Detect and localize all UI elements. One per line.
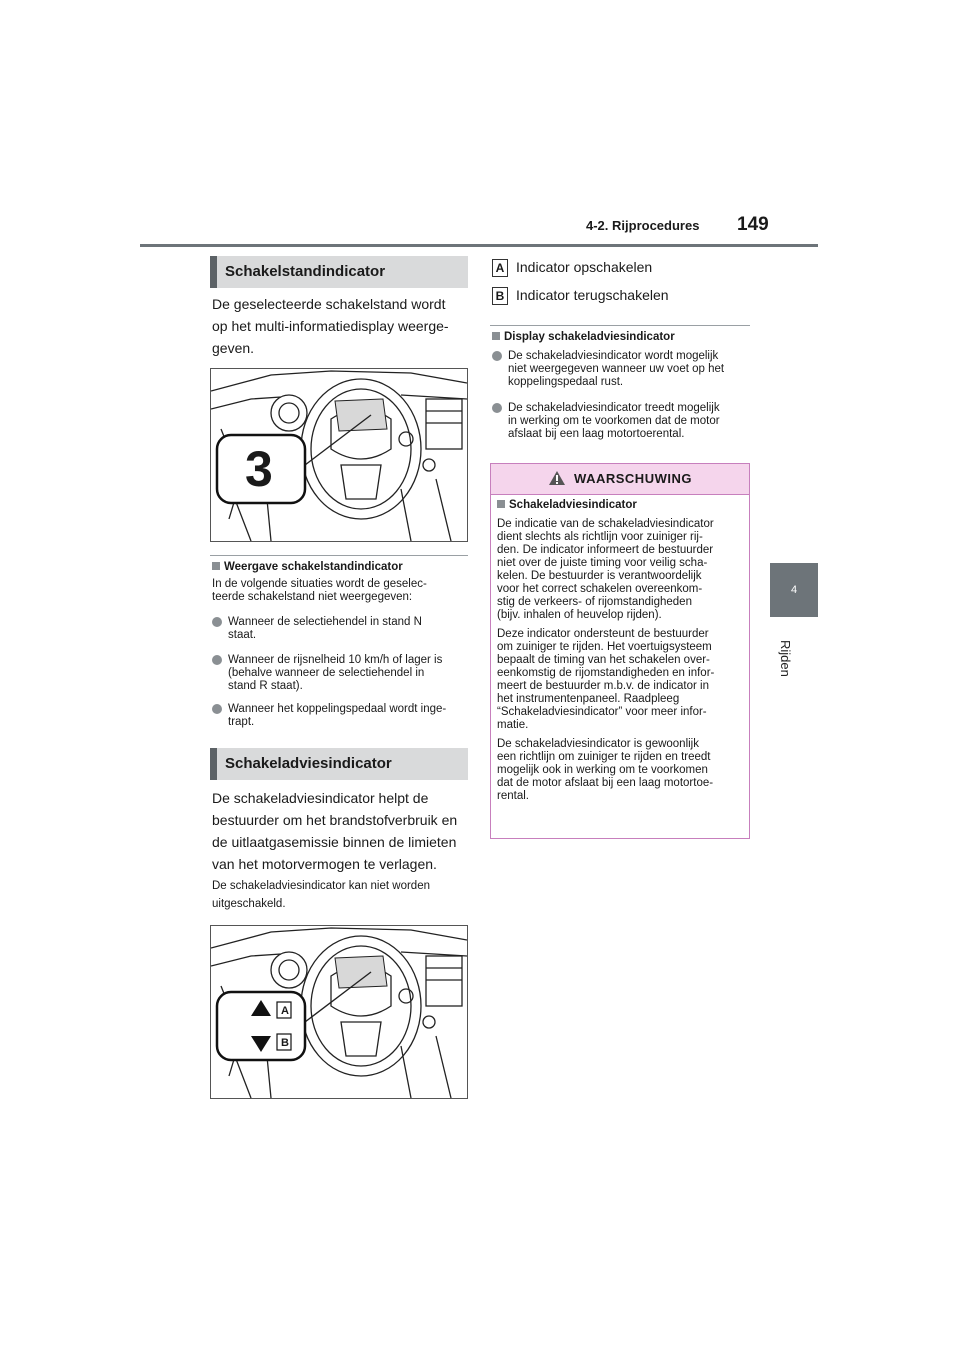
section1-sub-intro: In de volgende situaties wordt de geselec- teerde schakelstand niet weergegeven: <box>212 578 427 603</box>
list-item: Wanneer de selectiehendel in stand N staat. <box>212 616 472 642</box>
header-rule <box>140 244 818 247</box>
section-heading-schakelstandindicator: Schakelstandindicator <box>210 256 468 288</box>
warning-box <box>490 463 750 839</box>
square-bullet-icon <box>497 500 505 508</box>
divider <box>490 325 750 326</box>
bullet-icon <box>212 655 222 665</box>
bullet-icon <box>492 351 502 361</box>
text-line: geven. <box>212 340 255 356</box>
warning-triangle-icon <box>548 470 566 486</box>
square-bullet-icon <box>212 562 220 570</box>
warning-title: WAARSCHUWING <box>574 471 692 486</box>
subheading-display: Display schakeladviesindicator <box>492 331 675 344</box>
dashboard-illustration-shift-advice <box>210 925 468 1099</box>
gear-position-number: 3 <box>245 441 273 497</box>
figure-label-a: A <box>281 1005 289 1017</box>
text-line: op het multi-informatiedisplay weerge- <box>212 318 449 334</box>
chapter-tab: 4 <box>770 563 818 617</box>
list-item: De schakeladviesindicator wordt mogelijk niet weergegeven wanneer uw voet op het koppelingspedaal rust. <box>492 350 750 389</box>
dashboard-drawing <box>211 926 467 1098</box>
section-heading-schakeladviesindicator: Schakeladviesindicator <box>210 748 468 780</box>
bullet-icon <box>212 704 222 714</box>
warning-body <box>491 495 749 803</box>
legend-item-a: A Indicator opschakelen <box>492 259 652 277</box>
section2-intro: De schakeladviesindicator helpt de bestuurder om het brandstofverbruik en de uitlaatgasemissie binnen de limieten van het motorvermogen te verlagen. <box>212 790 458 872</box>
section1-intro <box>212 293 472 359</box>
list-item: Wanneer de rijsnelheid 10 km/h of lager is (behalve wanneer de selectiehendel in stand R staat). <box>212 654 472 693</box>
chapter-label: Rijden <box>778 640 793 677</box>
page-number: 149 <box>737 214 769 235</box>
text-line: De geselecteerde schakelstand wordt <box>212 296 446 312</box>
legend-item-b: B Indicator terugschakelen <box>492 287 669 305</box>
bullet-icon <box>492 403 502 413</box>
warning-subheading: Schakeladviesindicator <box>497 499 743 512</box>
warning-paragraph: Deze indicator ondersteunt de bestuurder om zuiniger te rijden. Het voertuigsysteem bepaalt de timing van het schakelen over- eenkomstig de rijomstandigheden en infor- meert de bestuurder m.b.v. de indicator in het instrumentenpaneel. Raadpleeg “Schakeladviesindicator” voor meer infor- matie. <box>497 628 715 731</box>
bullet-icon <box>212 617 222 627</box>
dashboard-illustration-gear-indicator <box>210 368 468 542</box>
figure-label-b: B <box>281 1037 289 1049</box>
warning-header <box>491 464 749 495</box>
header-section-title: 4-2. Rijprocedures <box>586 218 700 233</box>
subheading-weergave: Weergave schakelstandindicator <box>212 561 403 574</box>
warning-paragraph: De schakeladviesindicator is gewoonlijk een richtlijn om zuiniger te rijden en treedt mogelijk ook in werking om te voorkomen dat de motor afslaat bij een laag motortoe- rental. <box>497 738 714 802</box>
divider <box>210 555 468 556</box>
legend-key: A <box>492 259 508 277</box>
list-item: Wanneer het koppelingspedaal wordt inge- trapt. <box>212 703 472 729</box>
warning-paragraph: De indicatie van de schakeladviesindicator dient slechts als richtlijn voor zuiniger rij- den. De indicator informeert de bestuurder niet over de juiste timing voor veilig scha- kelen. De bestuurder is verantwoordelijk voor het correct schakelen overeenkom- stig de verkeers- of rijomstandigheden (bijv. inhalen of heuvelop rijden). <box>497 518 714 621</box>
section2-note: De schakeladviesindicator kan niet worden uitgeschakeld. <box>212 880 430 910</box>
legend-key: B <box>492 287 508 305</box>
square-bullet-icon <box>492 332 500 340</box>
list-item: De schakeladviesindicator treedt mogelijk in werking om te voorkomen dat de motor afslaat bij een laag motortoerental. <box>492 402 750 441</box>
